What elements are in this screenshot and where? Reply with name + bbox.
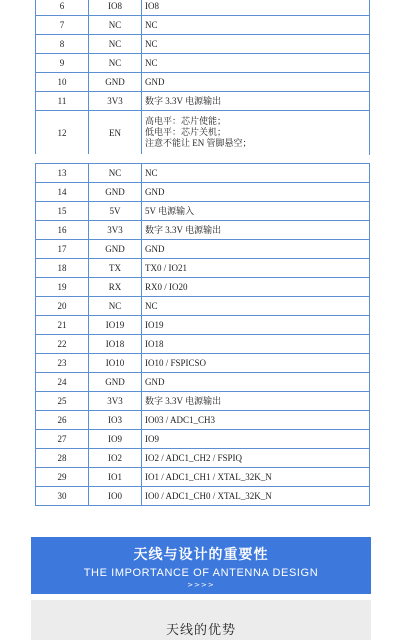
table-row <box>36 164 370 183</box>
pin-description-line: 低电平：芯片关机； <box>145 127 227 137</box>
pin-description-cell <box>142 335 370 354</box>
pin-description-line: GND <box>145 186 165 197</box>
pin-name-cell: 3V3 <box>89 92 142 111</box>
pin-number-cell: 29 <box>36 468 89 487</box>
pin-name-cell: TX <box>89 259 142 278</box>
pin-description-line: GND <box>145 243 165 254</box>
pin-table-top <box>35 0 370 155</box>
pin-number-cell: 20 <box>36 297 89 316</box>
pin-table-bottom <box>35 163 370 506</box>
pin-number-cell: 12 <box>36 111 89 155</box>
pin-description-line: 数字 3.3V 电源输出 <box>145 95 222 106</box>
pin-name-cell: GND <box>89 373 142 392</box>
table-row <box>36 16 370 35</box>
pin-name-cell: IO3 <box>89 411 142 430</box>
pin-description-cell <box>142 316 370 335</box>
table-row <box>36 335 370 354</box>
pin-name-cell: GND <box>89 240 142 259</box>
table-row <box>36 411 370 430</box>
pin-number-cell: 21 <box>36 316 89 335</box>
pin-description-cell <box>142 221 370 240</box>
pin-description-line: 数字 3.3V 电源输出 <box>145 395 222 406</box>
pin-description-cell <box>142 392 370 411</box>
pin-name-cell: IO8 <box>89 0 142 16</box>
pin-description-line: 高电平：芯片使能； <box>145 116 227 126</box>
table-row <box>36 468 370 487</box>
pin-description-line: IO8 <box>145 0 159 11</box>
pin-description-cell <box>142 202 370 221</box>
pin-name-cell: IO1 <box>89 468 142 487</box>
pin-description-cell <box>142 0 370 16</box>
pin-number-cell: 17 <box>36 240 89 259</box>
pin-description-cell <box>142 92 370 111</box>
antenna-design-banner <box>31 537 371 594</box>
pin-description-cell <box>142 354 370 373</box>
pin-description-line: GND <box>145 76 165 87</box>
pin-number-cell: 23 <box>36 354 89 373</box>
pin-name-cell: IO9 <box>89 430 142 449</box>
pin-description-cell <box>142 259 370 278</box>
table-row <box>36 278 370 297</box>
pin-name-cell: NC <box>89 16 142 35</box>
pin-description-line: IO0 / ADC1_CH0 / XTAL_32K_N <box>145 490 272 501</box>
pin-number-cell: 30 <box>36 487 89 506</box>
pin-description-line: IO10 / FSPICSO <box>145 357 207 368</box>
pin-number-cell: 25 <box>36 392 89 411</box>
table-row <box>36 373 370 392</box>
pin-description-line: NC <box>145 38 158 49</box>
table-row <box>36 35 370 54</box>
pin-description-cell <box>142 297 370 316</box>
pin-description-cell <box>142 468 370 487</box>
pin-description-cell <box>142 54 370 73</box>
pin-number-cell: 6 <box>36 0 89 16</box>
table-row <box>36 0 370 16</box>
table-row <box>36 221 370 240</box>
pin-description-cell <box>142 278 370 297</box>
pin-number-cell: 15 <box>36 202 89 221</box>
pin-description-cell <box>142 73 370 92</box>
table-row <box>36 297 370 316</box>
pin-number-cell: 8 <box>36 35 89 54</box>
pin-number-cell: 13 <box>36 164 89 183</box>
banner-arrows: >>>> <box>187 581 215 589</box>
pin-name-cell: IO10 <box>89 354 142 373</box>
pin-name-cell: GND <box>89 73 142 92</box>
pin-description-cell <box>142 111 370 155</box>
table-row <box>36 487 370 506</box>
table-row <box>36 354 370 373</box>
pin-description-line: IO19 <box>145 319 164 330</box>
pin-name-cell: NC <box>89 54 142 73</box>
pin-number-cell: 9 <box>36 54 89 73</box>
pin-description-line: 5V 电源输入 <box>145 205 195 216</box>
pin-name-cell: NC <box>89 297 142 316</box>
pin-description-line: IO18 <box>145 338 164 349</box>
banner-title-en: THE IMPORTANCE OF ANTENNA DESIGN <box>83 567 319 579</box>
table-gap <box>35 154 369 163</box>
pin-name-cell: NC <box>89 35 142 54</box>
pin-name-cell: IO19 <box>89 316 142 335</box>
pin-description-cell <box>142 430 370 449</box>
pin-name-cell: 3V3 <box>89 221 142 240</box>
pin-description-line: 注意不能让 EN 管脚悬空； <box>145 138 252 148</box>
pin-number-cell: 26 <box>36 411 89 430</box>
pin-number-cell: 7 <box>36 16 89 35</box>
pin-name-cell: RX <box>89 278 142 297</box>
pin-description-line: RX0 / IO20 <box>145 281 188 292</box>
pin-description-cell <box>142 373 370 392</box>
pin-description-line: GND <box>145 376 165 387</box>
pin-description-line: IO03 / ADC1_CH3 <box>145 414 216 425</box>
table-row <box>36 316 370 335</box>
pin-description-line: NC <box>145 19 158 30</box>
pin-number-cell: 24 <box>36 373 89 392</box>
banner-title-zh: 天线与设计的重要性 <box>133 547 269 563</box>
pin-description-cell <box>142 183 370 202</box>
pin-name-cell: IO18 <box>89 335 142 354</box>
table-row <box>36 73 370 92</box>
pin-description-cell <box>142 411 370 430</box>
pin-number-cell: 14 <box>36 183 89 202</box>
pin-number-cell: 28 <box>36 449 89 468</box>
pin-name-cell: GND <box>89 183 142 202</box>
pin-number-cell: 11 <box>36 92 89 111</box>
table-row <box>36 392 370 411</box>
pin-description-line: NC <box>145 300 158 311</box>
table-row <box>36 240 370 259</box>
table-row <box>36 449 370 468</box>
table-row <box>36 202 370 221</box>
pin-number-cell: 16 <box>36 221 89 240</box>
pin-number-cell: 18 <box>36 259 89 278</box>
antenna-advantages-heading <box>31 600 371 640</box>
table-row <box>36 430 370 449</box>
pin-number-cell: 10 <box>36 73 89 92</box>
pin-description-line: IO2 / ADC1_CH2 / FSPIQ <box>145 452 243 463</box>
pin-description-line: IO9 <box>145 433 159 444</box>
pin-name-cell: EN <box>89 111 142 155</box>
pin-description-line: TX0 / IO21 <box>145 262 187 273</box>
pin-description-line: NC <box>145 167 158 178</box>
pin-description-cell <box>142 240 370 259</box>
pin-name-cell: IO0 <box>89 487 142 506</box>
pin-name-cell: 5V <box>89 202 142 221</box>
pin-description-cell <box>142 487 370 506</box>
table-row <box>36 92 370 111</box>
table-row <box>36 111 370 155</box>
table-row <box>36 259 370 278</box>
pin-number-cell: 19 <box>36 278 89 297</box>
pin-description-cell <box>142 164 370 183</box>
pin-description-cell <box>142 35 370 54</box>
pin-name-cell: 3V3 <box>89 392 142 411</box>
pin-description-line: NC <box>145 57 158 68</box>
pin-name-cell: IO2 <box>89 449 142 468</box>
pin-number-cell: 27 <box>36 430 89 449</box>
pin-description-cell <box>142 16 370 35</box>
pin-description-line: 数字 3.3V 电源输出 <box>145 224 222 235</box>
pin-number-cell: 22 <box>36 335 89 354</box>
pin-description-line: IO1 / ADC1_CH1 / XTAL_32K_N <box>145 471 272 482</box>
pin-name-cell: NC <box>89 164 142 183</box>
subhead-title: 天线的优势 <box>165 623 236 638</box>
pin-description-cell <box>142 449 370 468</box>
table-row <box>36 54 370 73</box>
table-row <box>36 183 370 202</box>
